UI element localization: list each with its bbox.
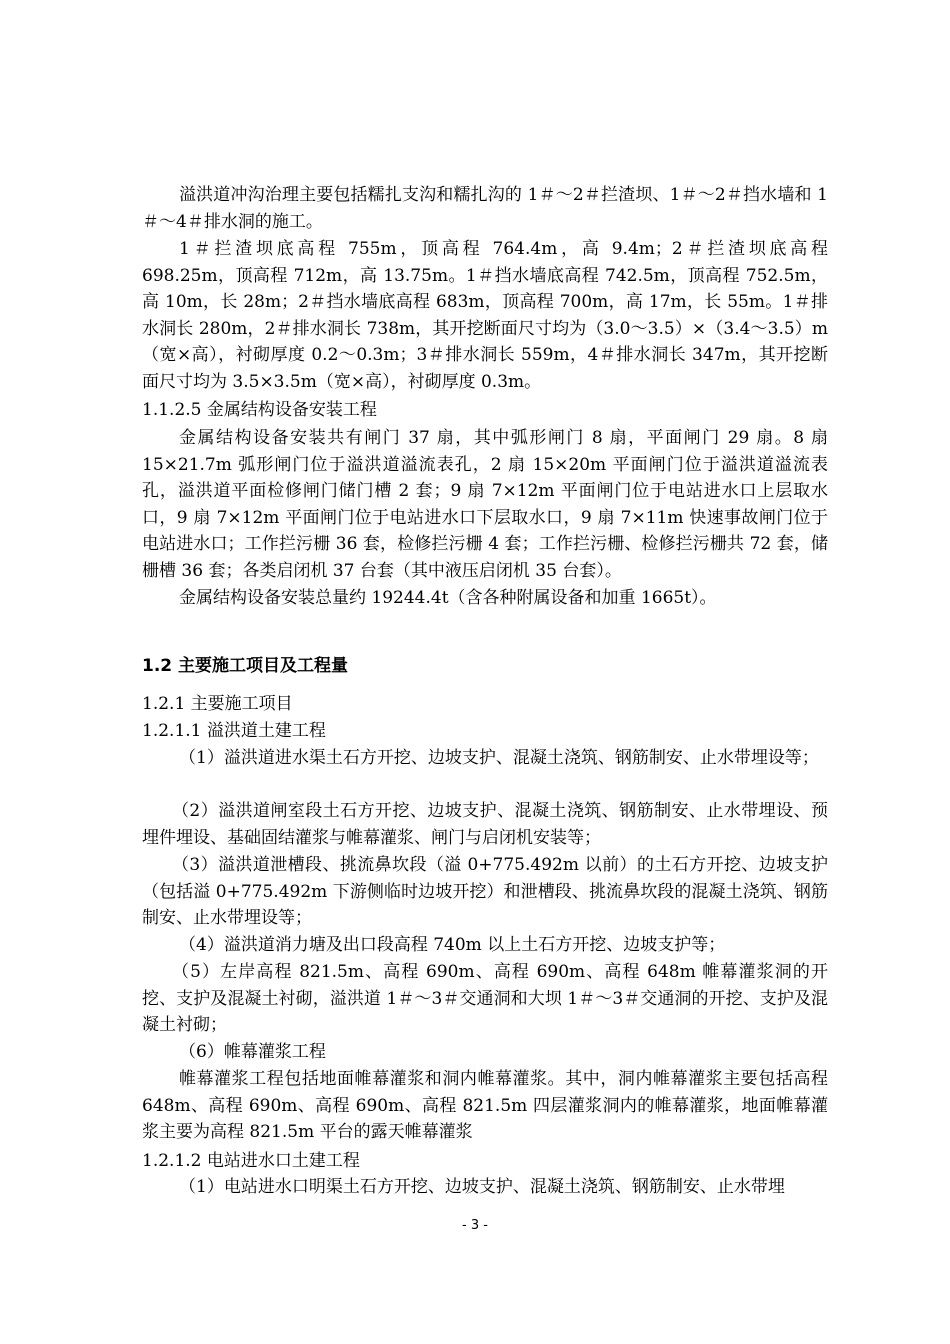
heading-1-2-1: 1.2.1 主要施工项目 [142, 694, 293, 714]
item-4-stilling-basin: （4）溢洪道消力塘及出口段高程 740m 以上土石方开挖、边坡支护等； [179, 935, 726, 955]
page-number: - 3 - [462, 1218, 488, 1233]
item-1-power-intake: （1）电站进水口明渠土石方开挖、边坡支护、混凝土浇筑、钢筋制安、止水带埋 [179, 1177, 785, 1197]
heading-1-2-1-1: 1.2.1.1 溢洪道土建工程 [142, 721, 326, 741]
paragraph-curtain-grouting: 帷幕灌浆工程包括地面帷幕灌浆和洞内帷幕灌浆。其中，洞内帷幕灌浆主要包括高程 648m、高程 690m、高程 690m、高程 821.5m 四层灌浆洞内的帷幕灌浆，地面帷幕灌浆主要为高程 821.5m 平台的露天帷幕灌浆 [142, 1069, 828, 1142]
paragraph-gully-treatment: 溢洪道冲沟治理主要包括糯扎支沟和糯扎沟的 1＃～2＃拦渣坝、1＃～2＃挡水墙和 1＃～4＃排水洞的施工。 [142, 185, 828, 232]
paragraph-metal-structure: 金属结构设备安装共有闸门 37 扇，其中弧形闸门 8 扇，平面闸门 29 扇。8 扇 15×21.7m 弧形闸门位于溢洪道溢流表孔，2 扇 15×20m 平面闸门位于溢洪道溢流表孔，溢洪道平面检修闸门储门槽 2 套；9 扇 7×12m 平面闸门位于电站进水口上层取水口，9 扇 7×12m 平面闸门位于电站进水口下层取水口，9 扇 7×11m 快速事故闸门位于电站进水口；工作拦污栅 36 套，检修拦污栅 4 套；工作拦污栅、检修拦污栅共 72 套，储栅槽 36 套；各类启闭机 37 台套（其中液压启闭机 35 台套）。 [142, 428, 828, 581]
item-3-chute-section: （3）溢洪道泄槽段、挑流鼻坎段（溢 0+775.492m 以前）的土石方开挖、边坡支护（包括溢 0+775.492m 下游侧临时边坡开挖）和泄槽段、挑流鼻坎段的混凝土浇筑、钢筋制安、止水带埋设等； [142, 855, 828, 928]
heading-1-1-2-5: 1.1.2.5 金属结构设备安装工程 [142, 400, 377, 420]
item-2-gate-chamber: （2）溢洪道闸室段土石方开挖、边坡支护、混凝土浇筑、钢筋制安、止水带埋设、预埋件埋设、基础固结灌浆与帷幕灌浆、闸门与启闭机安装等； [142, 801, 828, 848]
paragraph-metal-total: 金属结构设备安装总量约 19244.4t（含各种附属设备和加重 1665t）。 [179, 588, 717, 608]
item-1-inlet-channel: （1）溢洪道进水渠土石方开挖、边坡支护、混凝土浇筑、钢筋制安、止水带埋设等； [179, 748, 819, 768]
item-6-curtain-grouting: （6）帷幕灌浆工程 [179, 1042, 326, 1062]
item-5-grouting-galleries: （5）左岸高程 821.5m、高程 690m、高程 690m、高程 648m 帷幕灌浆洞的开挖、支护及混凝土衬砌，溢洪道 1＃～3＃交通洞和大坝 1＃～3＃交通洞的开挖、支护及混凝土衬砌； [142, 962, 828, 1035]
heading-1-2-1-2: 1.2.1.2 电站进水口土建工程 [142, 1151, 360, 1171]
heading-1-2: 1.2 主要施工项目及工程量 [142, 656, 349, 676]
paragraph-dam-elevations: 1＃拦渣坝底高程 755m，顶高程 764.4m，高 9.4m；2＃拦渣坝底高程 698.25m，顶高程 712m，高 13.75m。1＃挡水墙底高程 742.5m，顶高程 752.5m，高 10m，长 28m；2＃挡水墙底高程 683m，顶高程 700m，高 17m，长 55m。1＃排水洞长 280m，2＃排水洞长 738m，其开挖断面尺寸均为（3.0～3.5）×（3.4～3.5）m（宽×高），衬砌厚度 0.2～0.3m；3＃排水洞长 559m，4＃排水洞长 347m，其开挖断面尺寸均为 3.5×3.5m（宽×高），衬砌厚度 0.3m。 [142, 239, 828, 392]
